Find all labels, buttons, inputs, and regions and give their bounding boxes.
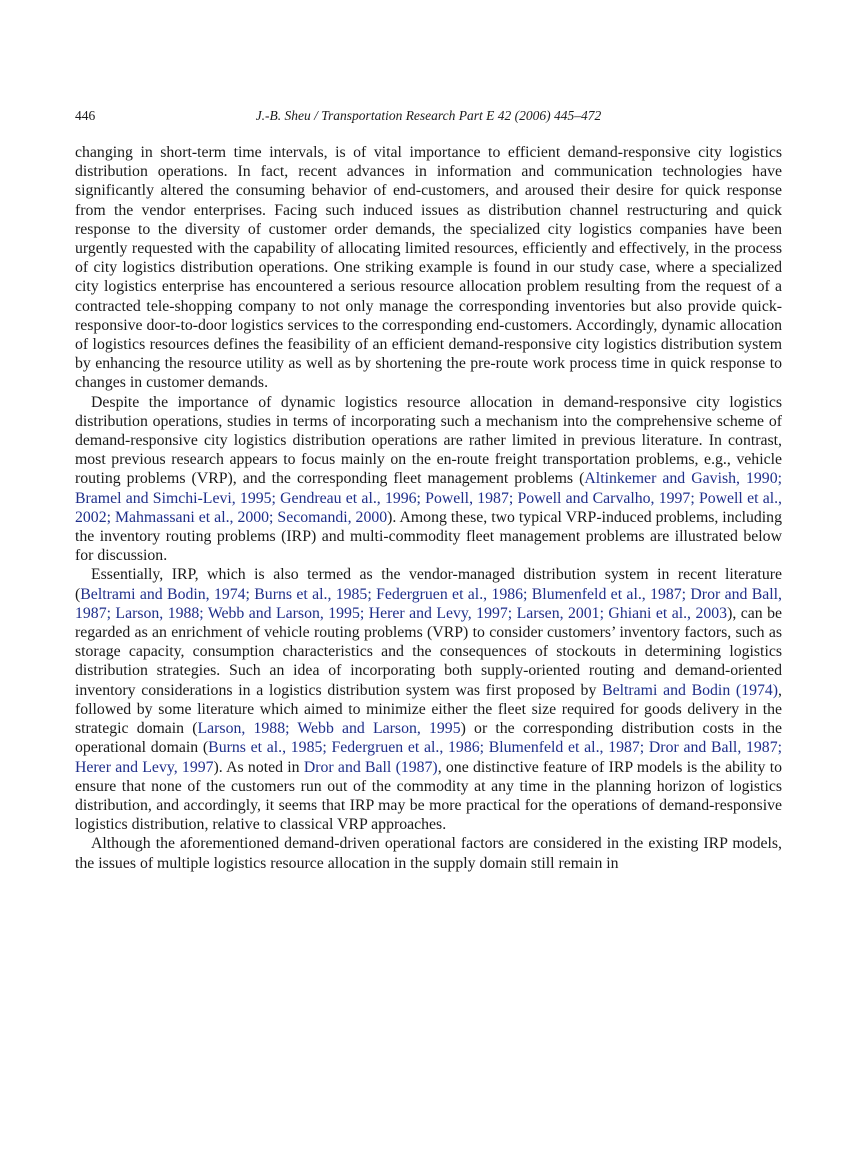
paragraph	[75, 143, 782, 393]
citation-link[interactable]: Beltrami and Bodin, 1974; Burns et al., 1985; Federgruen et al., 1986; Blumenfeld et al., 1987; Dror and Ball, 1987; Larson, 1988; Webb and Larson, 1995; Herer and Levy, 1997; Larsen, 2001; Ghiani et al., 2003	[75, 585, 782, 622]
paragraph-text: , followed by some literature which aimed to minimize either the fleet size required for goods delivery in the strategic domain (	[75, 681, 782, 738]
paragraph-text: Essentially, IRP, which is also termed as the vendor-managed distribution system in recent literature (	[75, 566, 782, 603]
paragraph-text: ), can be regarded as an enrichment of vehicle routing problems (VRP) to consider customers’ inventory factors, such as storage capacity, consumption characteristics and the consequences of stockouts in determining logistics distribution strategies. Such an idea of incorporating both supply-oriented routing and demand-oriented inventory considerations in a logistics distribution system was first proposed by	[75, 604, 783, 699]
paragraph-text: ). Among these, two typical VRP-induced problems, including the inventory routing problems (IRP) and multi-commodity fleet management problems are illustrated below for discussion.	[75, 508, 782, 565]
citation-link[interactable]: Burns et al., 1985; Federgruen et al., 1986; Blumenfeld et al., 1987; Dror and Ball, 1987; Herer and Levy, 1997	[75, 739, 782, 776]
page-header	[75, 108, 782, 128]
paragraph-text: changing in short-term time intervals, is of vital importance to efficient demand-responsive city logistics distribution operations. In fact, recent advances in information and communication technologies have significantly altered the consuming behavior of end-customers, and aroused their desire for quick response from the vendor enterprises. Facing such induced issues as distribution channel restructuring and quick response to the diversity of customer order demands, the specialized city logistics companies have been urgently requested with the capability of allocating limited resources, efficiently and effectively, in the process of city logistics distribution operations. One striking example is found in our study case, where a specialized city logistics enterprise has encountered a serious resource allocation problem resulting from the request of a contracted tele-shopping company to not only manage the corresponding inventories but also provide quick-responsive door-to-door logistics services to the corresponding end-customers. Accordingly, dynamic allocation of logistics resources defines the feasibility of an efficient demand-responsive city logistics distribution system by enhancing the resource utility as well as by shortening the pre-route work process time in quick response to changes in customer demands.	[75, 144, 782, 392]
citation-link[interactable]: Larson, 1988; Webb and Larson, 1995	[197, 720, 461, 738]
citation-link[interactable]: Altinkemer and Gavish, 1990; Bramel and Simchi-Levi, 1995; Gendreau et al., 1996; Powell, 1987; Powell and Carvalho, 1997; Powell et al., 2002; Mahmassani et al., 2000; Secomandi, 2000	[75, 470, 782, 526]
running-head: J.-B. Sheu / Transportation Research Part E 42 (2006) 445–472	[255, 108, 602, 123]
citation-link[interactable]: Beltrami and Bodin (1974)	[602, 681, 779, 699]
paragraph-text: , one distinctive feature of IRP models is the ability to ensure that none of the customers run out of the commodity at any time in the planning horizon of logistics distribution, and accordingly, it seems that IRP may be more practical for the operations of demand-responsive logistics distribution, relative to classical VRP approaches.	[75, 758, 782, 834]
page-number: 446	[75, 108, 96, 123]
paragraph	[75, 565, 782, 834]
paragraph-text: ) or the corresponding distribution costs in the operational domain (	[75, 720, 782, 757]
paragraph-text: Although the aforementioned demand-driven operational factors are considered in the existing IRP models, the issues of multiple logistics resource allocation in the supply domain still remain in	[75, 835, 782, 872]
paragraph-text: Despite the importance of dynamic logistics resource allocation in demand-responsive city logistics distribution operations, studies in terms of incorporating such a mechanism into the comprehensive scheme of demand-responsive city logistics distribution operations are rather limited in previous literature. In contrast, most previous research appears to focus mainly on the en-route freight transportation problems, e.g., vehicle routing problems (VRP), and the corresponding fleet management problems (	[75, 393, 782, 488]
paragraph	[75, 834, 782, 872]
paragraph	[75, 393, 782, 566]
paragraph-text: ). As noted in	[213, 758, 304, 776]
citation-link[interactable]: Dror and Ball (1987)	[303, 758, 438, 776]
body-text	[75, 143, 782, 873]
